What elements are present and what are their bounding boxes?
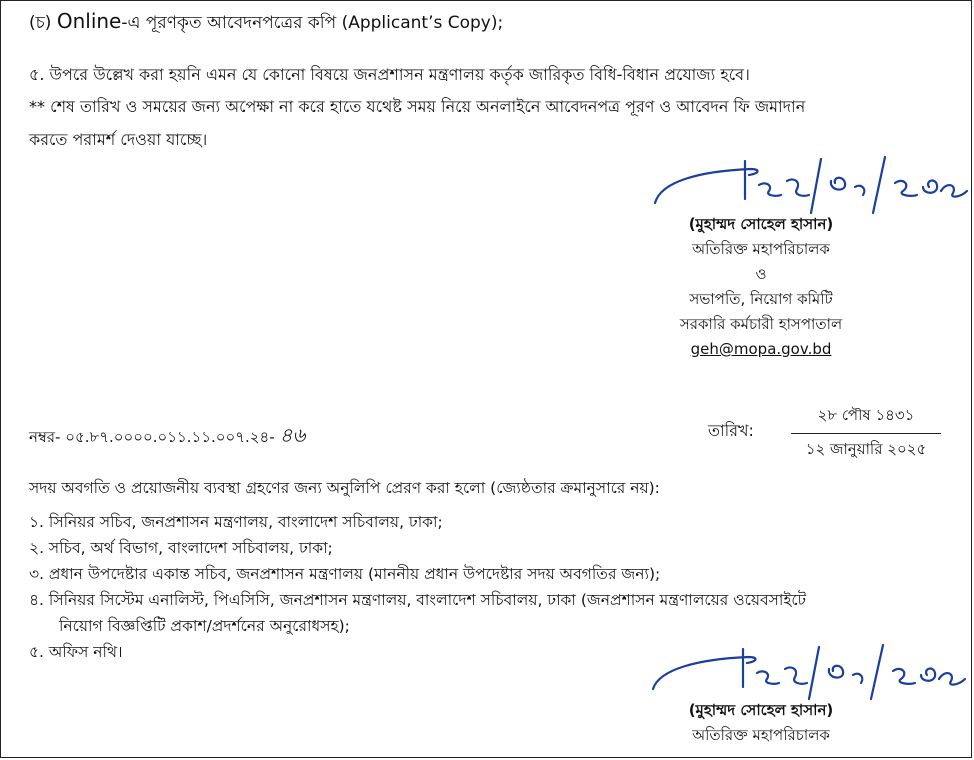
section-c-online: Online [56, 9, 122, 33]
signatory-1-title: অতিরিক্ত মহাপরিচালক [692, 240, 830, 258]
date-box [791, 404, 941, 463]
section-c-rest: -এ পূরণকৃত আবেদনপত্রের কপি (Applicant’s Copy); [121, 13, 504, 33]
list-item: ৩. প্রধান উপদেষ্টার একান্ত সচিব, জনপ্রশাসন মন্ত্রণালয় (মাননীয় প্রধান উপদেষ্টার সদয় অবগতির জন্য); [29, 565, 661, 583]
date-label: তারিখ: [708, 421, 754, 440]
list-item: ৫. অফিস নথি। [29, 643, 123, 661]
list-item-continued: নিয়োগ বিজ্ঞপ্তিটি প্রকাশ/প্রদর্শনের অনুরোধসহ); [59, 617, 350, 635]
signatory-1-role: সভাপতি, নিয়োগ কমিটি [689, 290, 833, 308]
list-item: ৪. সিনিয়র সিস্টেম এনালিস্ট, পিএসিসি, জনপ্রশাসন মন্ত্রণালয়, বাংলাদেশ সচিবালয়, ঢাকা (জনপ্রশাসন মন্ত্রণালয়ের ওয়েবসাইটে [29, 591, 807, 609]
signature-1 [641, 151, 971, 221]
signatory-1-name: (মুহাম্মদ সোহেল হাসান) [688, 215, 834, 233]
memo-label: নম্বর- ০৫.৮৭.০০০০.০১১.১১.০০৭.২৪- [29, 428, 280, 446]
signatory-1-org: সরকারি কর্মচারী হাসপাতাল [679, 315, 843, 333]
list-item: ২. সচিব, অর্থ বিভাগ, বাংলাদেশ সচিবালয়, ঢাকা; [29, 539, 333, 557]
signatory-2-name: (মুহাম্মদ সোহেল হাসান) [688, 701, 834, 719]
paragraph-5: ৫. উপরে উল্লেখ করা হয়নি এমন যে কোনো বিষয়ে জনপ্রশাসন মন্ত্রণালয় কর্তৃক জারিকৃত বিধি-বিধান প্রযোজ্য হবে। [29, 65, 750, 84]
list-item: ১. সিনিয়র সচিব, জনপ্রশাসন মন্ত্রণালয়, বাংলাদেশ সচিবালয়, ঢাকা; [29, 513, 443, 531]
signatory-2-block [601, 698, 921, 748]
note-line-1: ** শেষ তারিখ ও সময়ের জন্য অপেক্ষা না করে হাতে যথেষ্ট সময় নিয়ে অনলাইনে আবেদনপত্র পূরণ ও আবেদন ফি জমাদান [29, 97, 806, 116]
memo-handwritten-number: ৪৬ [279, 423, 306, 447]
signatory-1-conj: ও [755, 265, 767, 283]
note-line-2: করতে পরামর্শ দেওয়া যাচ্ছে। [29, 130, 208, 149]
signatory-1-email[interactable]: geh@mopa.gov.bd [690, 340, 832, 358]
date-gregorian: ১২ জানুয়ারি ২০২৫ [805, 440, 927, 458]
date-bangla: ২৮ পৌষ ১৪৩১ [791, 404, 941, 434]
signatory-2-title: অতিরিক্ত মহাপরিচালক [692, 726, 830, 744]
section-c-line [29, 11, 503, 33]
copy-intro: সদয় অবগতি ও প্রয়োজনীয় ব্যবস্থা গ্রহণের জন্য অনুলিপি প্রেরণ করা হলো (জ্যেষ্ঠতার ক্রমানুসারে নয়): [29, 479, 660, 497]
section-c-prefix: (চ) [29, 13, 57, 33]
signatory-1-block [601, 212, 921, 362]
memo-number [29, 425, 305, 447]
